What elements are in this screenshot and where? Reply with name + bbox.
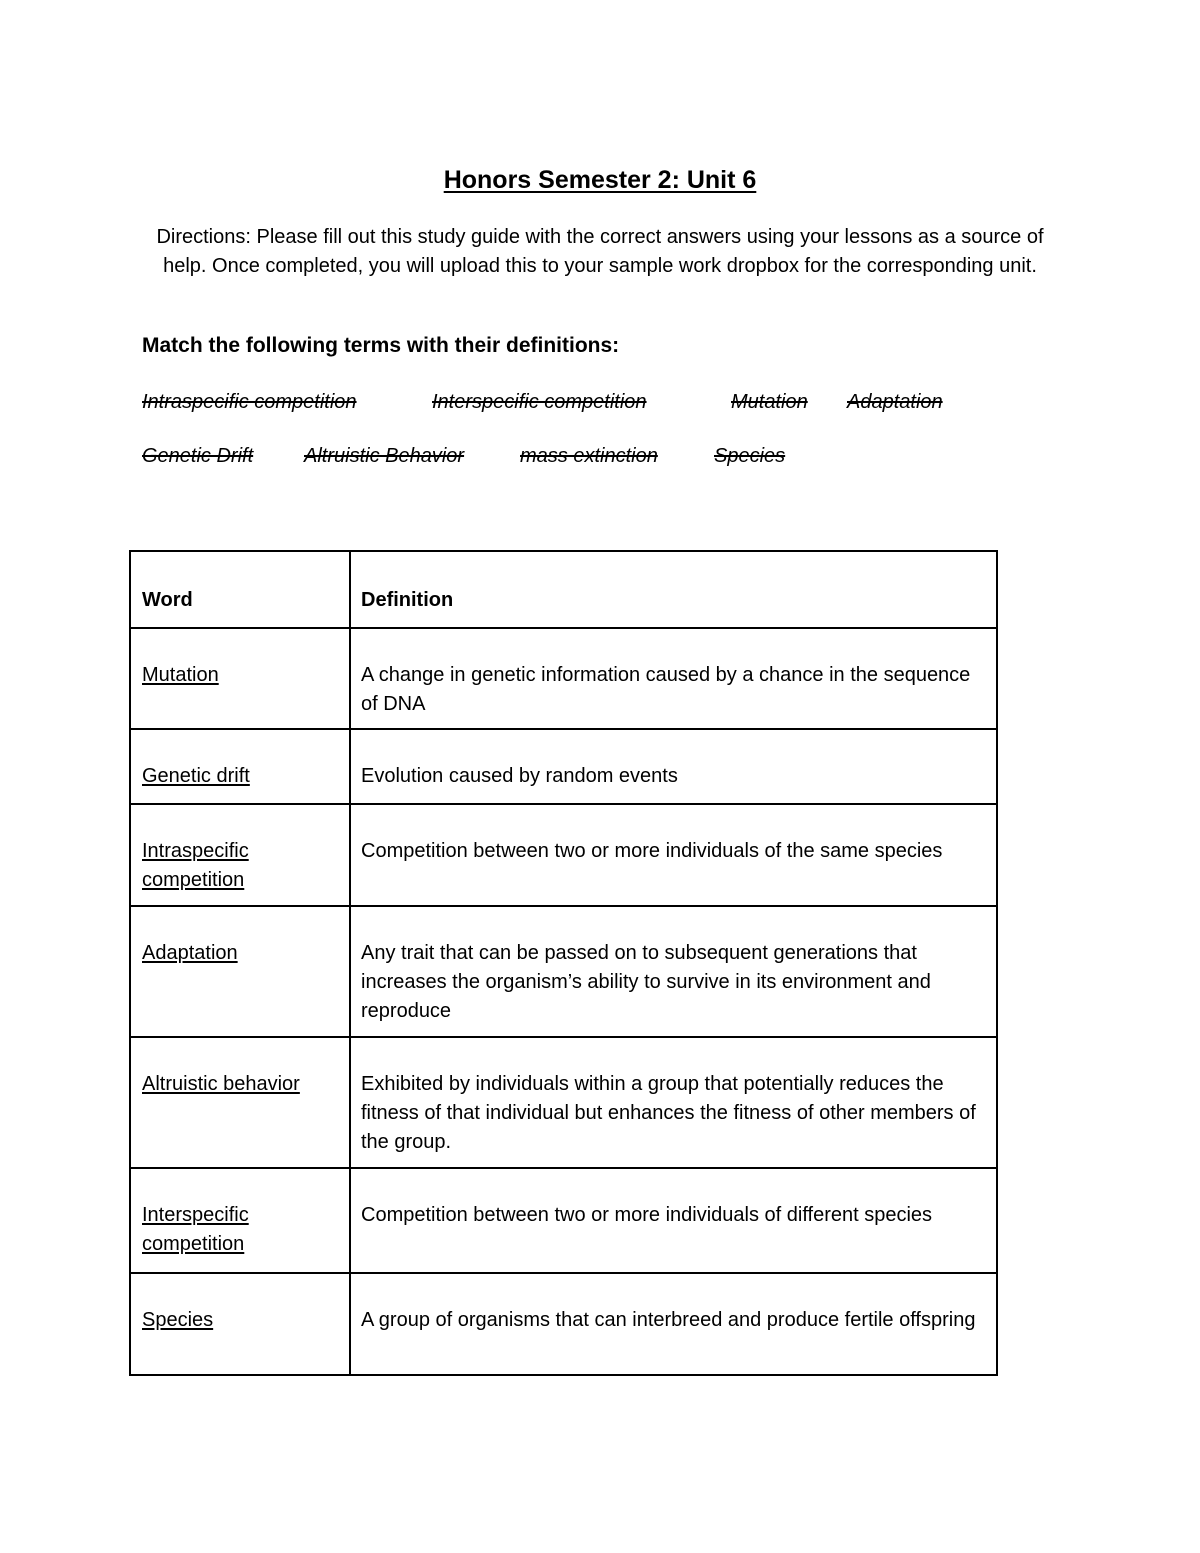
page-title: Honors Semester 2: Unit 6	[443, 166, 757, 194]
word-bank-term: Intraspecific competition	[142, 391, 357, 413]
word-bank-term: Interspecific competition	[432, 391, 647, 413]
word-cell	[130, 628, 350, 729]
word-cell	[130, 1168, 350, 1273]
definition-cell: Any trait that can be passed on to subsequent generations that increases the organism’s ability to survive in its environment and reproduce	[350, 906, 997, 1037]
word-cell	[130, 1273, 350, 1375]
word-text: Species	[142, 1309, 214, 1331]
table-row	[130, 1168, 997, 1273]
definition-cell: Competition between two or more individuals of different species	[350, 1168, 997, 1273]
table-row	[130, 1037, 997, 1168]
word-bank-term: Mutation	[731, 391, 808, 413]
word-bank-term: mass extinction	[520, 445, 658, 467]
word-bank-term: Altruistic Behavior	[304, 445, 465, 467]
table-row	[130, 1273, 997, 1375]
word-cell	[130, 729, 350, 804]
word-text: Intraspecific competition	[142, 840, 249, 891]
word-text: Mutation	[142, 664, 219, 686]
word-text: Altruistic behavior	[142, 1073, 300, 1095]
word-bank-term: Genetic Drift	[142, 445, 254, 467]
word-bank-term: Species	[714, 445, 786, 467]
word-text: Adaptation	[142, 942, 238, 964]
header-definition: Definition	[350, 551, 997, 628]
definition-cell: Exhibited by individuals within a group that potentially reduces the fitness of that individual but enhances the fitness of other members of the group.	[350, 1037, 997, 1168]
table-row	[130, 906, 997, 1037]
table-row	[130, 729, 997, 804]
table-header-row	[130, 551, 997, 628]
word-cell	[130, 1037, 350, 1168]
table-row	[130, 804, 997, 906]
definition-cell: A change in genetic information caused by a chance in the sequence of DNA	[350, 628, 997, 729]
table-row	[130, 628, 997, 729]
match-heading: Match the following terms with their definitions:	[142, 334, 620, 357]
definition-cell: Evolution caused by random events	[350, 729, 997, 804]
word-cell	[130, 804, 350, 906]
definition-cell: Competition between two or more individuals of the same species	[350, 804, 997, 906]
vocab-table	[129, 550, 998, 1376]
header-word: Word	[130, 551, 350, 628]
word-bank-term: Adaptation	[847, 391, 943, 413]
word-text: Genetic drift	[142, 765, 250, 787]
word-text: Interspecific competition	[142, 1204, 249, 1255]
definition-cell: A group of organisms that can interbreed and produce fertile offspring	[350, 1273, 997, 1375]
word-cell	[130, 906, 350, 1037]
directions-text: Directions: Please fill out this study guide with the correct answers using your lessons as a source of help. Once completed, you will upload this to your sample work dropbox for the corresponding unit.	[156, 226, 1044, 277]
